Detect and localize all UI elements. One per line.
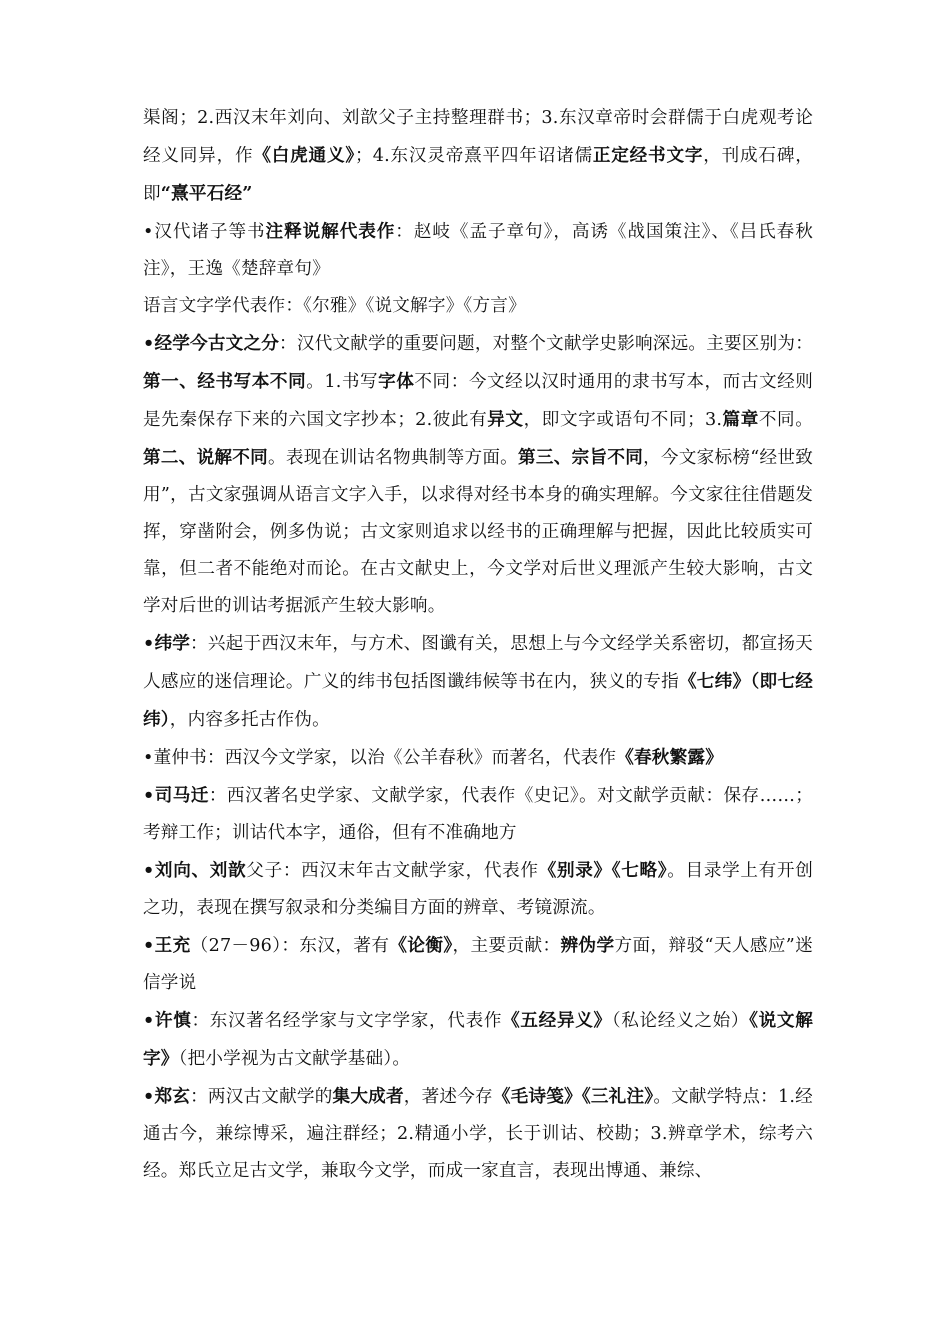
body-text: ：汉代文献学的重要问题，对整个文献学史影响深远。主要区别为： xyxy=(279,334,813,354)
body-text: （27－96）：东汉，著有 xyxy=(190,936,390,956)
body-text: 。1.书写 xyxy=(306,372,379,392)
bold-text: 篇章 xyxy=(722,409,759,430)
bold-text: 《别录》《七略》 xyxy=(538,860,668,881)
bold-text: “熹平石经” xyxy=(160,183,253,204)
bold-text: 《论衡》 xyxy=(389,935,453,956)
bold-text: •许慎 xyxy=(143,1010,192,1031)
paragraph xyxy=(143,1078,813,1190)
bold-text: 正定经书文字 xyxy=(592,145,704,166)
bold-text: 第三、宗旨不同 xyxy=(518,447,644,468)
body-text: ：两汉古文献学的 xyxy=(190,1087,333,1107)
bold-text: •司马迁 xyxy=(143,785,209,806)
body-text: ，内容多托古作伪。 xyxy=(169,710,330,730)
bold-text: •王充 xyxy=(143,935,191,956)
bold-text: 第二、说解不同 xyxy=(143,447,269,468)
bold-text: 《说文解字》 xyxy=(143,1010,813,1069)
bold-text: •刘向、刘歆 xyxy=(143,860,247,881)
paragraph xyxy=(143,739,813,777)
paragraph xyxy=(143,325,813,625)
body-text: ，著述今存 xyxy=(403,1087,493,1107)
body-text: 渠阁；2.西汉末年刘向、刘歆父子主持整理群书；3.东汉章帝时会群儒于白虎观考论经义同异，作 xyxy=(143,108,813,166)
bold-text: 《毛诗笺》《三礼注》 xyxy=(492,1086,654,1107)
body-text: （私论经义之始） xyxy=(611,1011,750,1031)
body-text: ：西汉著名史学家、文献学家，代表作《史记》。对文献学贡献：保存……；考辩工作；训诂代本字，通俗，但有不准确地方 xyxy=(143,786,813,843)
paragraph xyxy=(143,927,813,1002)
body-text: ：赵岐《孟子章句》，高诱《战国策注》、《吕氏春秋注》，王逸《楚辞章句》 xyxy=(143,222,814,279)
paragraph xyxy=(143,213,813,288)
body-text: 不同。 xyxy=(758,410,813,430)
body-text: ，今文家标榜“经世致用”，古文家强调从语言文字入手，以求得对经书本身的确实理解。今文家往往借题发挥，穿凿附会，例多伪说；古文家则追求以经书的正确理解与把握，因此比较质实可靠，但二者不能绝对而论。在古文献史上，今文学对后世义理派产生较大影响，古文学对后世的训诂考据派产生较大影响。 xyxy=(143,448,813,616)
paragraph xyxy=(143,1002,813,1078)
body-text: 不同：今文经以汉时通用的隶书写本，而古文经则是先秦保存下来的六国文字抄本；2.彼此有 xyxy=(143,372,814,430)
paragraph xyxy=(143,625,813,739)
paragraph xyxy=(143,288,813,325)
body-text: ：兴起于西汉末年，与方术、图谶有关，思想上与今文经学关系密切，都宣扬天人感应的迷信理论。广义的纬书包括图谶纬候等书在内，狭义的专指 xyxy=(143,634,813,692)
body-text: ，主要贡献： xyxy=(452,936,561,956)
body-text: 。目录学上有开创之功，表现在撰写叙录和分类编目方面的辨章、考镜源流。 xyxy=(143,861,813,918)
paragraph xyxy=(143,100,813,213)
paragraph xyxy=(143,852,813,927)
bold-text: •纬学 xyxy=(143,633,191,654)
bold-text: 注释说解代表作 xyxy=(265,221,396,242)
bold-text: 《七纬》（即七经纬） xyxy=(143,671,813,730)
bold-text: 第一、经书写本不同 xyxy=(143,371,307,392)
bold-text: 字体 xyxy=(378,371,415,392)
body-text: ：东汉著名经学家与文字学家，代表作 xyxy=(191,1011,503,1031)
bold-text: 异文 xyxy=(487,409,524,430)
body-text: •董仲书：西汉今文学家，以治《公羊春秋》而著名，代表作 xyxy=(143,748,617,768)
bold-text: 辨伪学 xyxy=(560,935,615,956)
body-text: •汉代诸子等书 xyxy=(143,222,266,242)
bold-text: 集大成者 xyxy=(332,1086,404,1107)
body-text: 语言文字学代表作：《尔雅》《说文解字》《方言》 xyxy=(143,296,526,316)
body-text: 方面，辩驳“天人感应”迷信学说 xyxy=(143,936,813,993)
bold-text: •郑玄 xyxy=(143,1086,191,1107)
paragraph xyxy=(143,777,813,852)
bold-text: •经学今古文之分 xyxy=(143,333,280,354)
body-text: ；4.东汉灵帝熹平四年诏诸儒 xyxy=(354,146,593,166)
body-text: 。文献学特点：1.经通古今，兼综博采，遍注群经；2.精通小学，长于训诂、校勘；3.辨章学术，综考六经。郑氏立足古文学，兼取今文学，而成一家直言，表现出博通、兼综、 xyxy=(143,1087,813,1181)
bold-text: 《白虎通义》 xyxy=(253,145,355,166)
body-text: ，即文字或语句不同；3. xyxy=(523,410,723,430)
body-text: 。表现在训诂名物典制等方面。 xyxy=(268,448,519,468)
body-text: ，刊成石碑，即 xyxy=(143,146,814,204)
bold-text: 《五经异义》 xyxy=(502,1010,612,1031)
bold-text: 《春秋繁露》 xyxy=(616,747,723,768)
body-text: （把小学视为古文献学基础）。 xyxy=(178,1049,411,1069)
document-body xyxy=(143,100,813,1190)
body-text: 父子：西汉末年古文献学家，代表作 xyxy=(246,861,539,881)
